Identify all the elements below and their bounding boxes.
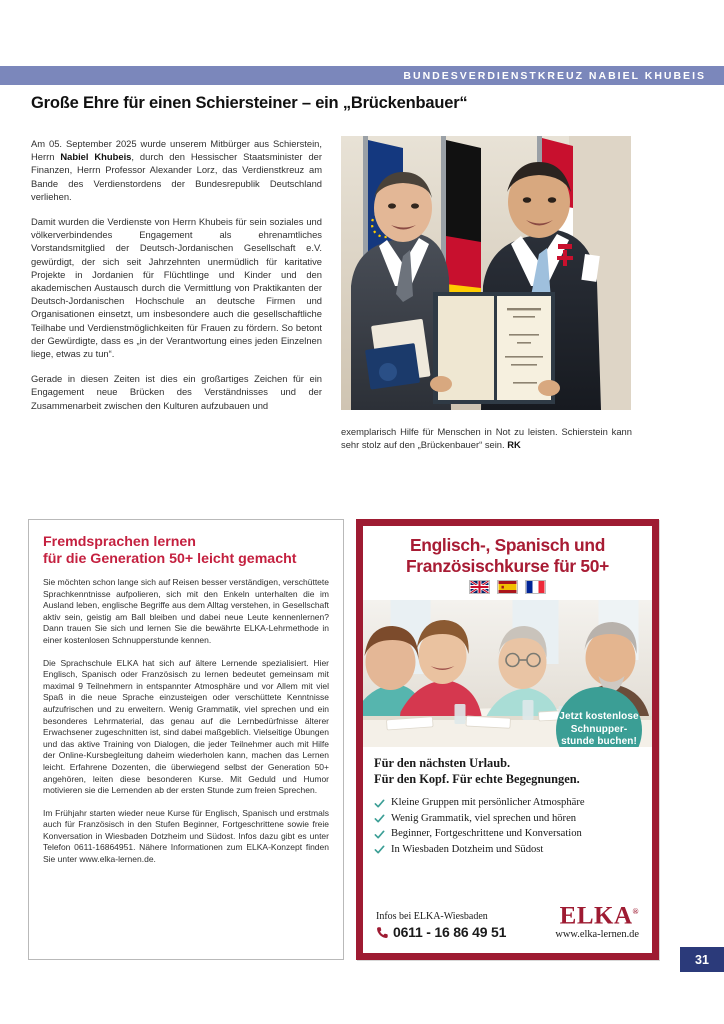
paragraph-1-post: , durch den Hessischer Staatsminister der Finanzen, Herrn Professor Alexander Lorz, das Verdienstkreuz am Bande des Verdienstordens der Bundesrepublik Deutschland verliehen. (31, 151, 322, 202)
advertorial-heading-line2: für die Generation 50+ leicht gemacht (43, 551, 297, 567)
article-left-column (31, 137, 322, 424)
article-tail-paragraph (341, 425, 632, 451)
elka-phone-number: 0611 - 16 86 49 51 (393, 924, 507, 940)
advertorial-paragraph-2: Die Sprachschule ELKA hat sich auf ältere Lernende spezialisiert. Hier Englisch, Spanisch oder Französisch zu lernen bedeutet gemeinsam mit maximal 9 Teilnehmern in entspannter Atmosphäre und vor Allem mit viel Spaß in die neue Sprache einzusteigen oder verschüttete Kenntnisse aufzufrischen und zu erweitern. Wenig Grammatik, viel sprechen und ein besonderes Lehrmaterial, das genau auf die Lernbedürfnisse älterer Erwachsener zugeschnitten ist, sind dabei maßgeblich. Vielseitige Übungen und das aktive Training von Dialogen, die jeder Teilnehmer auch mit Hilfe der Online-Kursbegleitung daheim wiederholen kann, machen das Lernen leicht. Erfahrene Dozenten, die überwiegend selbst der Generation 50+ angehören, leiten diese besonderen Kurse. Mit Geduld und Humor motivieren sie die Lernenden ab der ersten Stunde zum freien Sprechen. (43, 657, 329, 796)
phone-icon (376, 926, 389, 939)
elka-logo (560, 899, 639, 928)
france-flag-icon (525, 580, 546, 594)
paragraph-1-pre: Am 05. September 2025 wurde unserem Mitbürger aus Schierstein, Herrn (31, 138, 322, 163)
article-paragraph-1 (31, 137, 322, 203)
elka-logo-text: ELKA (559, 902, 633, 929)
elka-infos-label: Infos bei ELKA-Wiesbaden (376, 911, 488, 922)
elka-ad-header (363, 526, 652, 600)
advertorial-heading (43, 534, 329, 568)
elka-ad-heading-line2: Französischkurse für 50+ (405, 556, 610, 576)
page-title: Große Ehre für einen Schiersteiner – ein „Brückenbauer“ (31, 94, 468, 112)
elka-contact-right (555, 899, 639, 940)
advertorial-paragraph-1: Sie möchten schon lange sich auf Reisen besser verständigen, verschüttete Sprachkenntnisse aufpolieren, sich mit den Enkeln unterhalten die im Ausland leben, englische Begriffe aus dem Alltag verstehen, in Gesellschaft aktiv sein, geistig am Ball bleiben und dabei neue Leute kennenlernen? Dann trauen Sie sich und lernen Sie die bewährte ELKA-Lehrmethode in einer kostenlosen Schnupperstunde kennen. (43, 577, 329, 645)
check-icon (374, 829, 385, 840)
elka-ad-body (363, 747, 652, 857)
elka-slogan-line1: Für den nächsten Urlaub. (374, 756, 511, 770)
uk-flag-icon (469, 580, 490, 594)
advertorial-paragraph-3: Im Frühjahr starten wieder neue Kurse für Englisch, Spanisch und erstmals auch für Französisch in den Stufen Beginner, Fortgeschrittene sowie freie Konversation in Wiesbaden Dotzheim und Südost. Infos dazu gibt es unter Telefon 0611-16864951. Nähere Informationen zum ELKA-Konzept finden Sie unter www.elka-lernen.de. (43, 807, 329, 865)
registered-trademark-icon: ® (632, 906, 639, 916)
article-right-column-tail (341, 425, 632, 451)
elka-benefits-list (374, 795, 641, 857)
elka-ad-inner (363, 526, 652, 953)
elka-phone-row[interactable] (376, 924, 506, 940)
advertorial-body (43, 577, 329, 866)
elka-slogan (374, 756, 641, 787)
elka-contact-left (376, 911, 506, 940)
benefit-text: Beginner, Fortgeschrittene und Konversation (391, 828, 582, 840)
award-ceremony-photo (341, 136, 631, 410)
check-icon (374, 844, 385, 855)
advertorial-left-panel (28, 519, 344, 960)
spain-flag-icon (497, 580, 518, 594)
elka-class-photo (363, 600, 652, 747)
elka-contact-block (363, 899, 652, 940)
elka-display-ad[interactable] (356, 519, 659, 960)
benefit-text: In Wiesbaden Dotzheim und Südost (391, 843, 544, 855)
elka-slogan-line2: Für den Kopf. Für echte Begegnungen. (374, 771, 580, 786)
header-kicker: BUNDESVERDIENSTKREUZ NABIEL KHUBEIS (403, 69, 706, 82)
advertorial-heading-line1: Fremdsprachen lernen (43, 534, 196, 550)
elka-ad-heading-line1: Englisch-, Spanisch und (409, 535, 606, 555)
list-item (374, 795, 641, 811)
article-paragraph-2: Damit wurden die Verdienste von Herrn Khubeis für sein soziales und völkerverbindendes Engagement als ehrenamtliches Vorstandsmitglied der Deutsch-Jordanischen Gesellschaft e.V. gewürdigt, der sich seit Jahrzehnten unermüdlich für karitative Projekte in Jordanien für Flüchtlinge und Kinder und den akademischen Austausch durch die Vermittlung von Praktikanten der Deutsch-Jordanischen Hochschule an deutsche Firmen und Organisationen einsetzt, um insbesondere auch die gesellschaftliche Teilhabe und Verdienstmöglichkeiten für Frauen zu fördern. So betont der Gewürdigte, dass es „in der Verantwortung eines jeden Einzelnen liege, etwas zu tun“. (31, 216, 322, 360)
award-photo-graphic (341, 136, 631, 410)
language-flags (371, 580, 644, 594)
benefit-text: Kleine Gruppen mit persönlicher Atmosphäre (391, 797, 585, 808)
list-item (374, 811, 641, 827)
check-icon (374, 798, 385, 809)
tail-text: exemplarisch Hilfe für Menschen in Not zu leisten. Schierstein kann sehr stolz auf den „Brückenbauer“ sein. (341, 426, 632, 451)
list-item (374, 826, 641, 842)
person-name: Nabiel Khubeis (60, 151, 132, 163)
running-header-bar (0, 66, 724, 85)
elka-website-url[interactable]: www.elka-lernen.de (555, 929, 639, 940)
free-trial-badge[interactable]: Jetzt kostenlose Schnupper- stunde buchen! (556, 687, 642, 747)
benefit-text: Wenig Grammatik, viel sprechen und hören (391, 812, 577, 824)
article-paragraph-3: Gerade in diesen Zeiten ist dies ein großartiges Zeichen für ein Engagement neue Brücken des Verständnisses und der Zusammenarbeit zwischen den Kulturen aufzubauen und (31, 373, 322, 411)
article-byline: RK (507, 439, 521, 451)
page-number-badge: 31 (680, 947, 724, 972)
list-item (374, 842, 641, 858)
check-icon (374, 813, 385, 824)
